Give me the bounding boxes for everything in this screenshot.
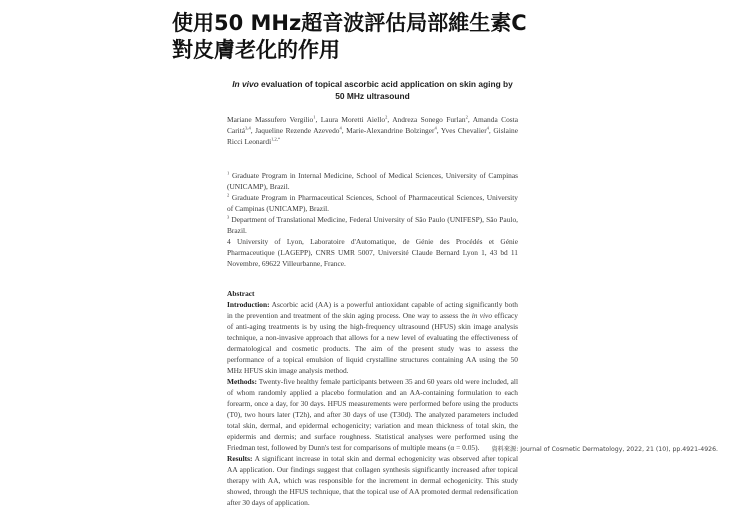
affiliation: $^2$ Graduate Program in Pharmaceutical Sciences, School of Pharmaceutical Sciences, University of Campinas (UNICAMP), Brazil. [227,192,518,213]
author-list: Mariane Massufero Vergilio$^1$, Laura Moretti Aiello$^2$, Andreza Sonego Furlan$^2$, Amanda Costa Caritá$^{3,4}$, Jaqueline Rezende Azevedo$^4$, Marie-Alexandrine Bolzinger$^4$, Yves Chevalier$^4$, Gislaine Ricci Leonardi$^{1,2,*}$ [227,114,518,146]
abstract-heading: Abstract [227,289,255,298]
paper-title-italic: In vivo [232,79,259,89]
headline [172,10,527,64]
author: Yves Chevalier$^4$ [440,125,489,135]
affiliation: $^1$ Graduate Program in Internal Medicine, School of Medical Sciences, University of Campinas (UNICAMP), Brazil. [227,170,518,191]
abstract [227,288,518,508]
affiliation: $^3$ Department of Translational Medicine, Federal University of São Paulo (UNIFESP), São Paulo, Brazil. [227,214,518,235]
paper-excerpt [227,78,518,508]
affiliation: 4 University of Lyon, Laboratoire d'Automatique, de Génie des Procédés et Génie Pharmaceutique (LAGEPP), CNRS UMR 5007, Université Claude Bernard Lyon 1, 43 bd 11 Novembre, 69622 Villeurbanne, France. [227,237,518,268]
author: Jaqueline Rezende Azevedo$^4$ [255,125,342,135]
author: Marie-Alexandrine Bolzinger$^4$ [346,125,437,135]
author: Mariane Massufero Vergilio$^1$ [227,114,316,124]
headline-line-1: 使用50 MHz超音波評估局部維生素C [172,11,527,35]
author: Laura Moretti Aiello$^2$ [320,114,388,124]
author: Andreza Sonego Furlan$^2$ [392,114,468,124]
paper-title [227,78,518,102]
abstract-results: Results: A significant increase in total skin and dermal echogenicity was observed after topical AA application. Our findings suggest that collagen synthesis significantly increased after topical therapy with AA, which was responsible for the increment in dermal echogenicity. This study showed, through the HFUS technique, that the topical use of AA promoted dermal redensification after 30 days of application. [227,454,518,507]
paper-title-line-2: 50 MHz ultrasound [335,91,410,101]
source-citation: 資料來源: Journal of Cosmetic Dermatology, 2022, 21 (10), pp.4921-4926. [491,446,718,453]
headline-line-2: 對皮膚老化的作用 [172,38,340,62]
abstract-methods: Methods: Twenty-five healthy female participants between 35 and 60 years old were included, all of whom randomly applied a placebo formulation and an AA-containing formulation to each forearm, once a day, for 30 days. HFUS measurements were performed before using the products (T0), two hours later (T2h), and after 30 days of use (T30d). The analyzed parameters included total skin, dermal, and epidermal echogenicity; variation and mean thickness of total skin, the epidermis and dermis; and surface roughness. Statistical analyses were performed using the Friedman test, followed by Dunn's test for comparisons of multiple means (α = 0.05). [227,377,518,452]
paper-title-rest: evaluation of topical ascorbic acid application on skin aging by [258,79,513,89]
author: Gislaine Ricci Leonardi$^{1,2,*}$ [227,126,518,146]
abstract-introduction: Introduction: Ascorbic acid (AA) is a powerful antioxidant capable of acting significantly both in the prevention and treatment of the skin aging process. One way to assess the in vivo efficacy of anti-aging treatments is by using the high-frequency ultrasound (HFUS) skin image analysis technique, a non-invasive approach that allows for a new level of evaluating the effectiveness of dermatological and cosmetic products. The aim of the present study was to assess the performance of a topical emulsion of liquid crystalline structures containing AA using the 50 MHz HFUS skin image analysis method. [227,300,518,375]
affiliation-list [227,170,518,269]
author: Amanda Costa Caritá$^{3,4}$ [227,115,518,135]
